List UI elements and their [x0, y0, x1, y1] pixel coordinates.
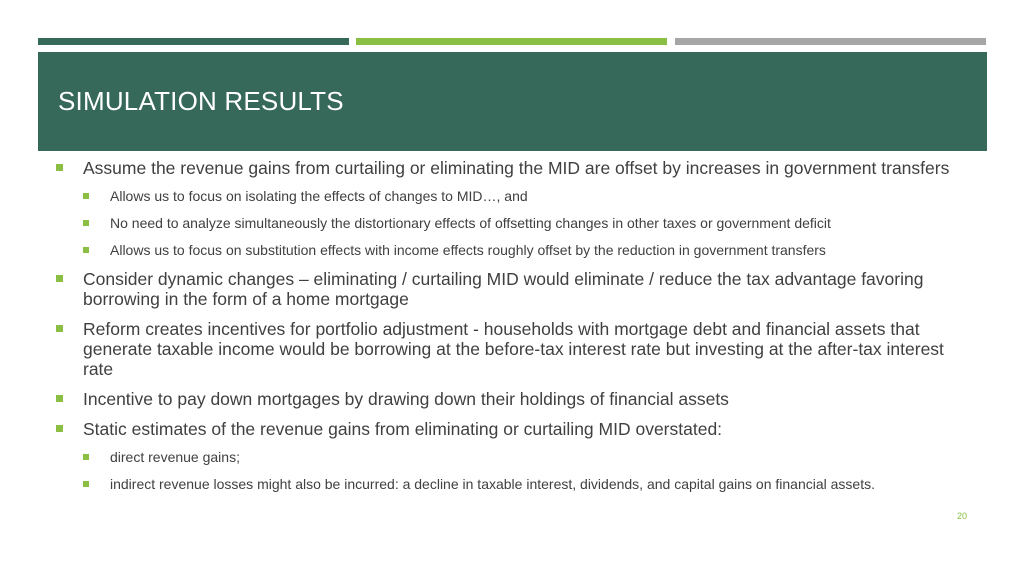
- bullet-item: [56, 319, 966, 379]
- sub-bullet-item: [83, 449, 966, 466]
- sub-bullet-item: [83, 215, 966, 232]
- accent-bar-gray: [675, 38, 986, 45]
- sub-bullet-item: [83, 476, 966, 493]
- sub-bullet-text: indirect revenue losses might also be incurred: a decline in taxable interest, dividends, and capital gains on financial assets.: [110, 476, 875, 492]
- bullet-list: [56, 158, 966, 493]
- square-bullet-icon: [83, 247, 89, 253]
- square-bullet-icon: [83, 454, 89, 460]
- title-band: [38, 52, 987, 151]
- accent-bar-light-green: [356, 38, 667, 45]
- bullet-text: Consider dynamic changes – eliminating / curtailing MID would eliminate / reduce the tax advantage favoring borrowing in the form of a home mortgage: [83, 269, 924, 309]
- square-bullet-icon: [56, 325, 63, 332]
- sub-bullet-item: [83, 242, 966, 259]
- bullet-text: Static estimates of the revenue gains from eliminating or curtailing MID overstated:: [83, 419, 723, 439]
- bullet-item: [56, 419, 966, 493]
- sub-bullet-item: [83, 188, 966, 205]
- bullet-item: [56, 389, 966, 409]
- square-bullet-icon: [83, 220, 89, 226]
- bullet-text: Reform creates incentives for portfolio adjustment - households with mortgage debt and financial assets that generate taxable income would be borrowing at the before-tax interest rate but investing at the after-tax interest rate: [83, 319, 944, 379]
- sub-bullet-list: [83, 188, 966, 259]
- bullet-item: [56, 158, 966, 259]
- bullet-item: [56, 269, 966, 309]
- square-bullet-icon: [56, 395, 63, 402]
- square-bullet-icon: [56, 164, 63, 171]
- sub-bullet-text: Allows us to focus on substitution effects with income effects roughly offset by the reduction in government transfers: [110, 242, 826, 258]
- sub-bullet-list: [83, 449, 966, 493]
- square-bullet-icon: [56, 425, 63, 432]
- accent-bar-dark-green: [38, 38, 349, 45]
- slide-title: SIMULATION RESULTS: [58, 86, 344, 116]
- square-bullet-icon: [83, 481, 89, 487]
- bullet-text: Incentive to pay down mortgages by drawing down their holdings of financial assets: [83, 389, 729, 409]
- sub-bullet-text: Allows us to focus on isolating the effects of changes to MID…, and: [110, 188, 528, 204]
- bullet-text: Assume the revenue gains from curtailing or eliminating the MID are offset by increases in government transfers: [83, 158, 950, 178]
- slide-content: [56, 158, 966, 493]
- page-number: 20: [957, 511, 968, 521]
- square-bullet-icon: [56, 275, 63, 282]
- sub-bullet-text: direct revenue gains;: [110, 449, 240, 465]
- square-bullet-icon: [83, 193, 89, 199]
- sub-bullet-text: No need to analyze simultaneously the distortionary effects of offsetting changes in other taxes or government deficit: [110, 215, 831, 231]
